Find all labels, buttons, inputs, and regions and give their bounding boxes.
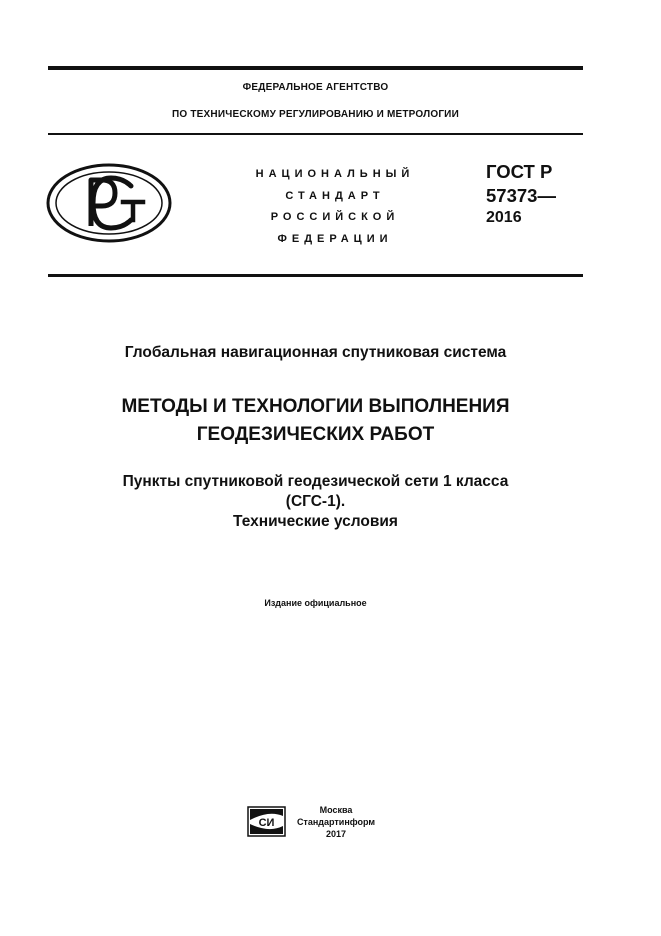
rst-logo	[45, 162, 173, 244]
subtitle-line-2: (СГС-1).	[285, 493, 346, 510]
designation-prefix: ГОСТ Р	[486, 161, 553, 182]
main-title-line-1: МЕТОДЫ И ТЕХНОЛОГИИ ВЫПОЛНЕНИЯ	[121, 396, 510, 417]
standard-type-line-1: НАЦИОНАЛЬНЫЙ	[255, 168, 415, 180]
publisher-info	[291, 804, 381, 840]
publisher-name: Стандартинформ	[296, 817, 376, 827]
top-rule	[48, 66, 583, 70]
standard-type-line-3: РОССИЙСКОЙ	[270, 211, 400, 223]
document-subtitle	[30, 472, 601, 532]
standard-type-line-2: СТАНДАРТ	[285, 189, 385, 202]
subtitle-line-1: Пункты спутниковой геодезической сети 1 класса	[122, 473, 509, 490]
publisher-city: Москва	[319, 805, 353, 815]
system-title: Глобальная навигационная спутниковая система	[124, 344, 507, 361]
standard-type-line-4: ФЕДЕРАЦИИ	[277, 232, 393, 245]
edition-label: Издание официальное	[264, 598, 367, 608]
agency-line-2: ПО ТЕХНИЧЕСКОМУ РЕГУЛИРОВАНИЮ И МЕТРОЛОГИИ	[172, 109, 459, 120]
main-title	[30, 393, 601, 449]
standartinform-logo-icon	[247, 806, 286, 837]
subtitle-line-3: Технические условия	[233, 513, 398, 530]
publisher-year: 2017	[325, 829, 347, 839]
designation-number: 57373—	[486, 185, 556, 206]
national-standard-block	[240, 164, 430, 250]
publisher-logo	[247, 806, 286, 837]
main-title-line-2: ГЕОДЕЗИЧЕСКИХ РАБОТ	[196, 424, 435, 445]
middle-rule	[48, 133, 583, 135]
designation-year: 2016	[486, 209, 522, 226]
bottom-rule	[48, 274, 583, 277]
svg-text:СИ: СИ	[258, 817, 275, 829]
rst-certification-mark-icon	[45, 162, 173, 244]
agency-line-1: ФЕДЕРАЛЬНОЕ АГЕНТСТВО	[242, 82, 389, 93]
standard-designation	[486, 160, 586, 228]
